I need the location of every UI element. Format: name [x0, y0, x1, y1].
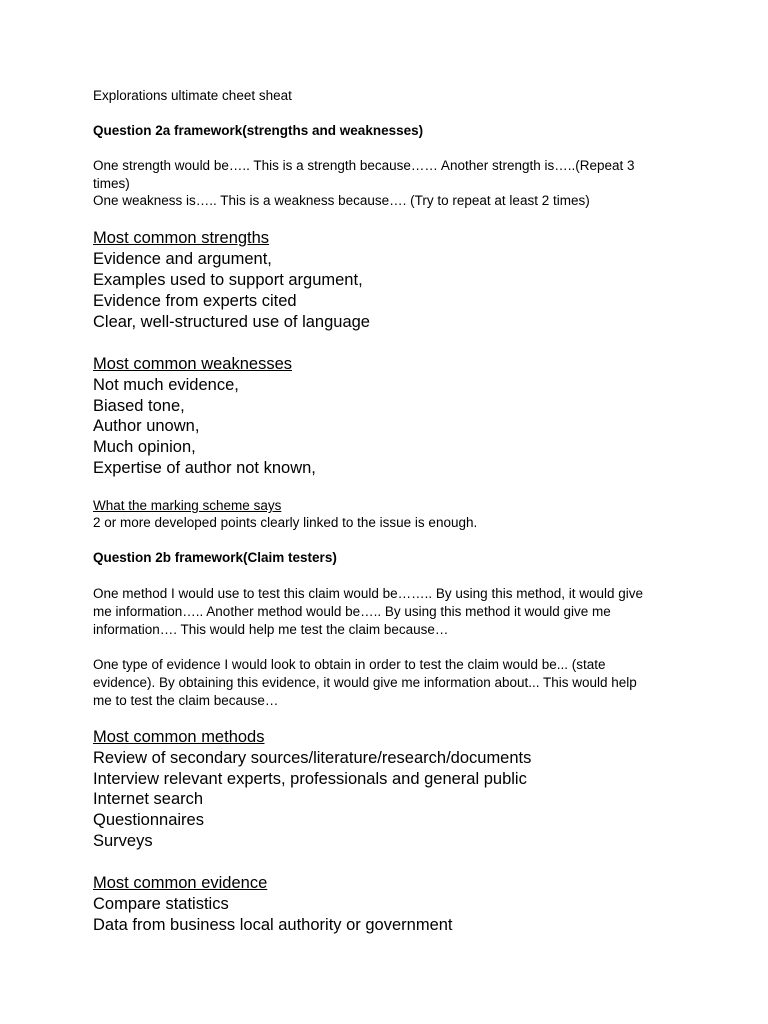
marking-scheme-heading: What the marking scheme says	[93, 498, 282, 513]
evidence-item: Compare statistics	[93, 895, 229, 913]
strength-item: Examples used to support argument,	[93, 271, 363, 289]
weakness-item: Biased tone,	[93, 397, 185, 415]
method-item: Interview relevant experts, professionals and general public	[93, 770, 527, 788]
method-template-line: One method I would use to test this claim would be…….. By using this method, it would give	[93, 586, 644, 601]
evidence-template-line: evidence). By obtaining this evidence, it would give me information about... This would help	[93, 675, 637, 690]
strength-item: Evidence and argument,	[93, 250, 272, 268]
weaknesses-heading: Most common weaknesses	[93, 355, 292, 373]
method-template-line: me information….. Another method would be….. By using this method it would give me	[93, 604, 611, 619]
method-item: Review of secondary sources/literature/research/documents	[93, 749, 532, 767]
marking-scheme-text: 2 or more developed points clearly linked to the issue is enough.	[93, 515, 478, 530]
method-item: Internet search	[93, 790, 204, 808]
document-title: Explorations ultimate cheet sheat	[93, 88, 292, 103]
strength-item: Evidence from experts cited	[93, 292, 297, 310]
weakness-template: One weakness is….. This is a weakness because…. (Try to repeat at least 2 times)	[93, 193, 590, 208]
evidence-template-line: me to test the claim because…	[93, 693, 279, 708]
strength-template-line-1: One strength would be….. This is a strength because…… Another strength is…..(Repeat 3	[93, 158, 635, 173]
strengths-heading: Most common strengths	[93, 229, 270, 247]
weakness-item: Not much evidence,	[93, 376, 239, 394]
question-2b-heading: Question 2b framework(Claim testers)	[93, 550, 337, 565]
weakness-item: Author unown,	[93, 417, 200, 435]
method-item: Surveys	[93, 832, 153, 850]
strength-template-line-2: times)	[93, 176, 130, 191]
evidence-template-line: One type of evidence I would look to obtain in order to test the claim would be... (state	[93, 657, 606, 672]
method-template-line: information…. This would help me test the claim because…	[93, 622, 449, 637]
weakness-item: Much opinion,	[93, 438, 196, 456]
evidence-item: Data from business local authority or government	[93, 916, 453, 934]
evidence-heading: Most common evidence	[93, 874, 268, 892]
strength-item: Clear, well-structured use of language	[93, 313, 370, 331]
question-2a-heading: Question 2a framework(strengths and weaknesses)	[93, 123, 424, 138]
method-item: Questionnaires	[93, 811, 204, 829]
weakness-item: Expertise of author not known,	[93, 459, 316, 477]
methods-heading: Most common methods	[93, 728, 265, 746]
